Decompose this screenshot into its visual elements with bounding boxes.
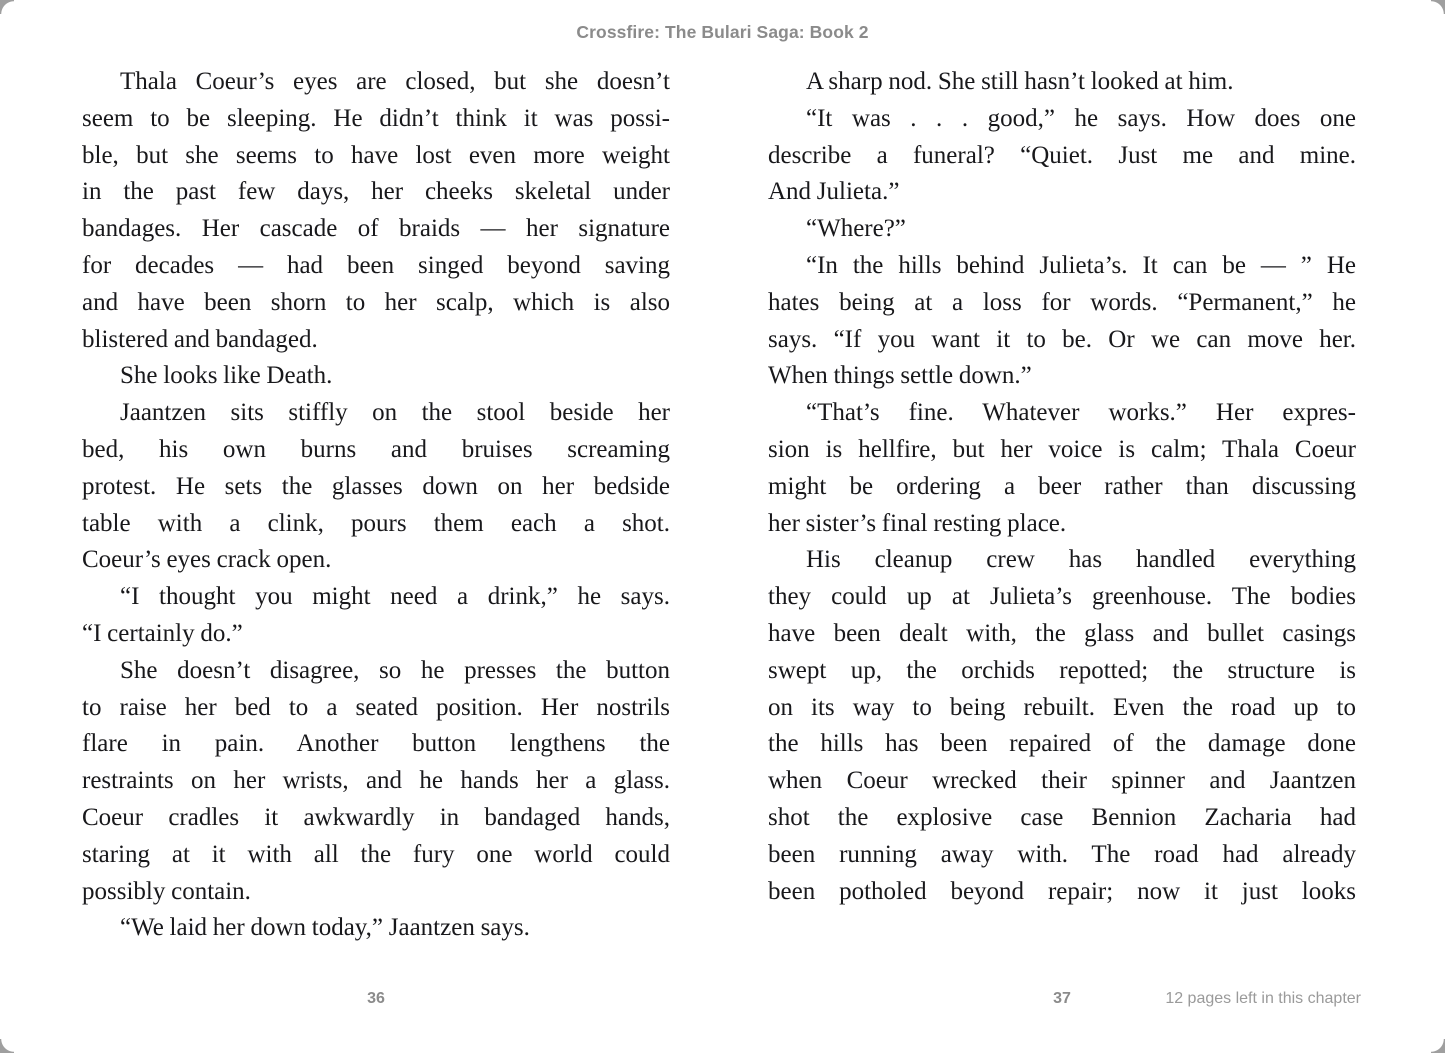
- text-line: ble, but she seems to have lost even more weight: [82, 141, 670, 169]
- text-line: possibly contain.: [82, 877, 251, 905]
- text-line: to raise her bed to a seated position. Her nostrils: [82, 693, 670, 721]
- text-line: “I certainly do.”: [82, 619, 243, 647]
- text-line: hates being at a loss for words. “Permanent,” he: [768, 288, 1356, 316]
- right-page-number: 37: [1053, 990, 1071, 1007]
- left-page[interactable]: [82, 64, 670, 947]
- window-corner: [0, 1039, 14, 1053]
- text-line: “I thought you might need a drink,” he says.: [120, 583, 670, 611]
- text-line: Coeur’s eyes crack open.: [82, 546, 332, 574]
- text-line: when Coeur wrecked their spinner and Jaantzen: [768, 767, 1356, 795]
- reading-spread[interactable]: [82, 64, 1356, 947]
- text-line: “We laid her down today,” Jaantzen says.: [120, 914, 530, 942]
- text-line: Coeur cradles it awkwardly in bandaged hands,: [82, 803, 670, 831]
- left-page-number: 36: [367, 990, 385, 1007]
- text-line: been potholed beyond repair; now it just looks: [768, 877, 1356, 905]
- right-page[interactable]: [768, 64, 1356, 947]
- text-line: bandages. Her cascade of braids — her signature: [82, 215, 670, 243]
- text-line: flare in pain. Another button lengthens the: [82, 730, 670, 758]
- text-line: “In the hills behind Julieta’s. It can be — ” He: [806, 251, 1356, 279]
- text-line: And Julieta.”: [768, 178, 900, 206]
- text-line: staring at it with all the fury one world could: [82, 840, 670, 868]
- text-line: and have been shorn to her scalp, which is also: [82, 288, 670, 316]
- text-line: Jaantzen sits stiffly on the stool beside her: [120, 399, 670, 427]
- text-line: in the past few days, her cheeks skeletal under: [82, 178, 670, 206]
- text-line: When things settle down.”: [768, 362, 1032, 390]
- text-line: might be ordering a beer rather than discussing: [768, 472, 1356, 500]
- text-line: table with a clink, pours them each a shot.: [82, 509, 670, 537]
- text-line: A sharp nod. She still hasn’t looked at him.: [806, 68, 1234, 95]
- text-line: bed, his own burns and bruises screaming: [82, 435, 670, 463]
- text-line: She doesn’t disagree, so he presses the button: [120, 656, 670, 684]
- book-title: Crossfire: The Bulari Saga: Book 2: [576, 22, 869, 42]
- pages-left-indicator: 12 pages left in this chapter: [1165, 990, 1361, 1007]
- window-corner: [1431, 0, 1445, 14]
- text-line: “Where?”: [806, 215, 906, 243]
- text-line: blistered and bandaged.: [82, 325, 318, 353]
- text-line: His cleanup crew has handled everything: [806, 546, 1356, 574]
- text-line: have been dealt with, the glass and bullet casings: [768, 619, 1356, 647]
- text-line: describe a funeral? “Quiet. Just me and mine.: [768, 141, 1356, 169]
- text-line: her sister’s final resting place.: [768, 509, 1067, 537]
- window-corner: [1431, 1039, 1445, 1053]
- text-line: restraints on her wrists, and he hands her a glass.: [82, 767, 670, 795]
- text-line: the hills has been repaired of the damage done: [768, 730, 1356, 758]
- text-line: on its way to being rebuilt. Even the road up to: [768, 693, 1356, 721]
- text-line: for decades — had been singed beyond saving: [82, 251, 670, 279]
- text-line: swept up, the orchids repotted; the structure is: [768, 656, 1356, 684]
- text-line: She looks like Death.: [120, 362, 333, 390]
- reader-footer: [0, 990, 1445, 1014]
- text-line: “It was . . . good,” he says. How does one: [806, 104, 1356, 132]
- text-line: shot the explosive case Bennion Zacharia had: [768, 803, 1356, 831]
- text-line: says. “If you want it to be. Or we can move her.: [768, 325, 1356, 353]
- text-line: protest. He sets the glasses down on her bedside: [82, 472, 670, 500]
- text-line: sion is hellfire, but her voice is calm; Thala Coeur: [768, 435, 1356, 463]
- text-line: Thala Coeur’s eyes are closed, but she doesn’t: [120, 68, 670, 95]
- text-line: they could up at Julieta’s greenhouse. The bodies: [768, 583, 1356, 611]
- window-corner: [0, 0, 14, 14]
- text-line: been running away with. The road had already: [768, 840, 1356, 868]
- text-line: “That’s fine. Whatever works.” Her expres-: [806, 399, 1356, 427]
- text-line: seem to be sleeping. He didn’t think it was possi-: [82, 104, 670, 132]
